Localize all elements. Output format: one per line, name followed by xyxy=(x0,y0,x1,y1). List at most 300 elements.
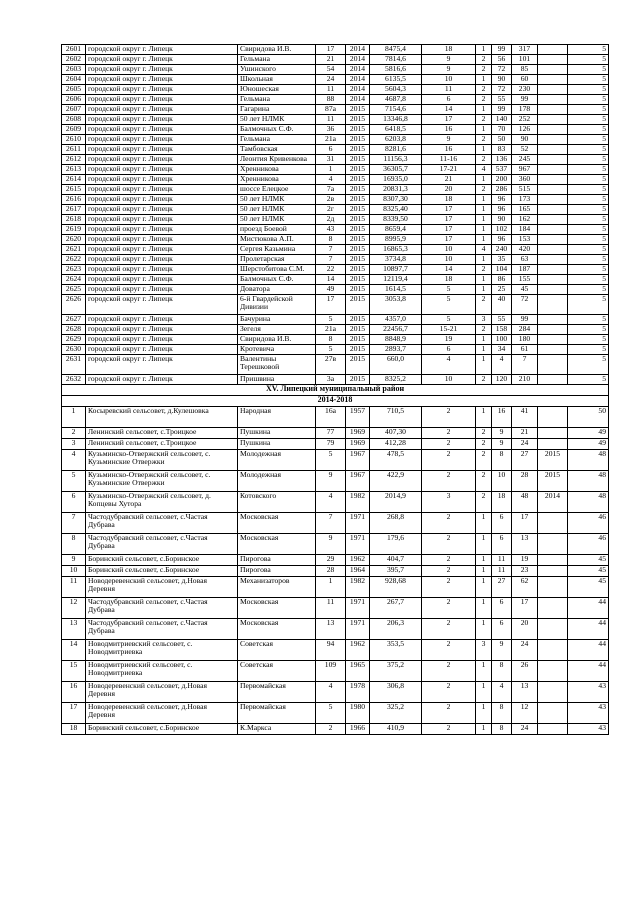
cell-residents: 27 xyxy=(512,450,538,471)
cell-floors: 19 xyxy=(422,335,476,345)
cell-year: 2015 xyxy=(346,255,370,265)
cell-street: Гельмана xyxy=(238,55,316,65)
cell-street: Зегеля xyxy=(238,325,316,335)
table-row xyxy=(62,85,609,95)
cell-apartments: 6 xyxy=(492,513,512,534)
cell-area: 3734,8 xyxy=(370,255,422,265)
cell-area: 353,5 xyxy=(370,640,422,661)
cell-score: 46 xyxy=(568,534,609,555)
cell-repair-year xyxy=(538,555,568,566)
cell-area: 16935,0 xyxy=(370,175,422,185)
table-row xyxy=(62,125,609,135)
cell-floors: 2 xyxy=(422,661,476,682)
table-row xyxy=(62,165,609,175)
cell-municipality: городской округ г. Липецк xyxy=(86,335,238,345)
cell-floors: 2 xyxy=(422,471,476,492)
section-title-row xyxy=(62,385,609,396)
table-row xyxy=(62,492,609,513)
cell-apartments: 8 xyxy=(492,661,512,682)
cell-number: 2618 xyxy=(62,215,86,225)
cell-floors: 6 xyxy=(422,345,476,355)
cell-year: 2014 xyxy=(346,85,370,95)
cell-house: 8 xyxy=(316,235,346,245)
cell-score: 44 xyxy=(568,598,609,619)
cell-residents: 41 xyxy=(512,407,538,428)
cell-entrances: 1 xyxy=(476,598,492,619)
cell-house: 5 xyxy=(316,703,346,724)
cell-score: 5 xyxy=(568,215,609,225)
cell-area: 5816,6 xyxy=(370,65,422,75)
cell-street: Ушинского xyxy=(238,65,316,75)
cell-residents: 48 xyxy=(512,492,538,513)
cell-year: 2015 xyxy=(346,285,370,295)
cell-house: 2г xyxy=(316,205,346,215)
cell-house: 3а xyxy=(316,375,346,385)
cell-score: 45 xyxy=(568,566,609,577)
cell-apartments: 83 xyxy=(492,145,512,155)
cell-year: 2015 xyxy=(346,345,370,355)
cell-score: 5 xyxy=(568,75,609,85)
cell-score: 44 xyxy=(568,619,609,640)
cell-year: 2015 xyxy=(346,325,370,335)
cell-floors: 20 xyxy=(422,185,476,195)
cell-number: 2602 xyxy=(62,55,86,65)
cell-number: 2601 xyxy=(62,45,86,55)
cell-number: 2617 xyxy=(62,205,86,215)
cell-floors: 5 xyxy=(422,315,476,325)
cell-area: 710,5 xyxy=(370,407,422,428)
cell-municipality: городской округ г. Липецк xyxy=(86,165,238,175)
table-row xyxy=(62,682,609,703)
cell-number: 2613 xyxy=(62,165,86,175)
cell-municipality: городской округ г. Липецк xyxy=(86,195,238,205)
cell-floors: 17-21 xyxy=(422,165,476,175)
cell-street: Гельмана xyxy=(238,95,316,105)
cell-number: 2608 xyxy=(62,115,86,125)
cell-repair-year xyxy=(538,125,568,135)
cell-entrances: 2 xyxy=(476,135,492,145)
cell-number: 11 xyxy=(62,577,86,598)
cell-area: 306,8 xyxy=(370,682,422,703)
cell-floors: 18 xyxy=(422,275,476,285)
cell-repair-year xyxy=(538,65,568,75)
cell-score: 5 xyxy=(568,295,609,315)
table-row xyxy=(62,275,609,285)
cell-repair-year xyxy=(538,265,568,275)
cell-apartments: 158 xyxy=(492,325,512,335)
cell-municipality: Кузьминско-Отвержский сельсовет, с. Кузьминские Отвержки xyxy=(86,450,238,471)
cell-entrances: 1 xyxy=(476,195,492,205)
cell-house: 79 xyxy=(316,439,346,450)
cell-year: 2015 xyxy=(346,245,370,255)
table-row xyxy=(62,215,609,225)
cell-street: Молодежная xyxy=(238,471,316,492)
cell-repair-year xyxy=(538,185,568,195)
cell-score: 48 xyxy=(568,450,609,471)
cell-house: 31 xyxy=(316,155,346,165)
cell-apartments: 99 xyxy=(492,105,512,115)
cell-street: Сергея Казьмина xyxy=(238,245,316,255)
cell-residents: 173 xyxy=(512,195,538,205)
cell-number: 2604 xyxy=(62,75,86,85)
table-row xyxy=(62,619,609,640)
cell-floors: 2 xyxy=(422,682,476,703)
cell-street: Хренникова xyxy=(238,165,316,175)
cell-apartments: 16 xyxy=(492,407,512,428)
cell-repair-year xyxy=(538,407,568,428)
cell-repair-year xyxy=(538,255,568,265)
cell-apartments: 40 xyxy=(492,295,512,315)
cell-area: 12119,4 xyxy=(370,275,422,285)
table-row xyxy=(62,65,609,75)
cell-repair-year xyxy=(538,165,568,175)
cell-number: 2626 xyxy=(62,295,86,315)
cell-municipality: городской округ г. Липецк xyxy=(86,95,238,105)
cell-floors: 10 xyxy=(422,375,476,385)
cell-area: 8475,4 xyxy=(370,45,422,55)
cell-residents: 24 xyxy=(512,640,538,661)
cell-house: 88 xyxy=(316,95,346,105)
cell-year: 1957 xyxy=(346,407,370,428)
cell-street: Валентины Терешковой xyxy=(238,355,316,375)
cell-municipality: городской округ г. Липецк xyxy=(86,295,238,315)
cell-entrances: 3 xyxy=(476,315,492,325)
cell-street: Первомайская xyxy=(238,682,316,703)
cell-street: Московская xyxy=(238,513,316,534)
cell-number: 3 xyxy=(62,439,86,450)
cell-entrances: 1 xyxy=(476,682,492,703)
cell-score: 5 xyxy=(568,125,609,135)
cell-score: 5 xyxy=(568,255,609,265)
table-row xyxy=(62,245,609,255)
cell-house: 7а xyxy=(316,185,346,195)
cell-area: 8848,9 xyxy=(370,335,422,345)
cell-house: 4 xyxy=(316,492,346,513)
cell-municipality: городской округ г. Липецк xyxy=(86,175,238,185)
cell-municipality: Частодубравский сельсовет, с.Частая Дубрава xyxy=(86,619,238,640)
table-row xyxy=(62,205,609,215)
cell-number: 2606 xyxy=(62,95,86,105)
cell-score: 5 xyxy=(568,205,609,215)
cell-score: 5 xyxy=(568,115,609,125)
cell-house: 17 xyxy=(316,295,346,315)
cell-municipality: городской округ г. Липецк xyxy=(86,65,238,75)
cell-area: 16865,3 xyxy=(370,245,422,255)
cell-score: 43 xyxy=(568,682,609,703)
cell-municipality: Боринский сельсовет, с.Боринское xyxy=(86,566,238,577)
cell-residents: 23 xyxy=(512,566,538,577)
cell-house: 7 xyxy=(316,513,346,534)
cell-municipality: городской округ г. Липецк xyxy=(86,85,238,95)
cell-house: 11 xyxy=(316,598,346,619)
cell-score: 5 xyxy=(568,55,609,65)
table-row xyxy=(62,225,609,235)
cell-year: 1982 xyxy=(346,492,370,513)
cell-repair-year xyxy=(538,598,568,619)
table-row xyxy=(62,135,609,145)
cell-entrances: 1 xyxy=(476,75,492,85)
cell-house: 4 xyxy=(316,682,346,703)
cell-residents: 230 xyxy=(512,85,538,95)
cell-floors: 17 xyxy=(422,225,476,235)
cell-municipality: Боринский сельсовет, с.Боринское xyxy=(86,724,238,735)
cell-entrances: 1 xyxy=(476,534,492,555)
cell-repair-year xyxy=(538,75,568,85)
table-row xyxy=(62,577,609,598)
table-row xyxy=(62,724,609,735)
cell-year: 2015 xyxy=(346,185,370,195)
cell-repair-year xyxy=(538,724,568,735)
cell-apartments: 96 xyxy=(492,235,512,245)
cell-floors: 16 xyxy=(422,145,476,155)
cell-municipality: Ленинский сельсовет, с.Троицкое xyxy=(86,439,238,450)
cell-repair-year xyxy=(538,640,568,661)
cell-floors: 11-16 xyxy=(422,155,476,165)
cell-repair-year xyxy=(538,275,568,285)
cell-residents: 162 xyxy=(512,215,538,225)
cell-repair-year xyxy=(538,682,568,703)
cell-apartments: 286 xyxy=(492,185,512,195)
cell-score: 5 xyxy=(568,105,609,115)
cell-score: 43 xyxy=(568,703,609,724)
cell-score: 43 xyxy=(568,724,609,735)
cell-residents: 7 xyxy=(512,355,538,375)
cell-year: 1969 xyxy=(346,428,370,439)
cell-apartments: 9 xyxy=(492,428,512,439)
cell-entrances: 2 xyxy=(476,155,492,165)
cell-area: 8307,30 xyxy=(370,195,422,205)
cell-house: 24 xyxy=(316,75,346,85)
cell-floors: 17 xyxy=(422,215,476,225)
cell-apartments: 11 xyxy=(492,555,512,566)
cell-apartments: 120 xyxy=(492,375,512,385)
cell-house: 17 xyxy=(316,45,346,55)
cell-score: 46 xyxy=(568,513,609,534)
cell-house: 2в xyxy=(316,195,346,205)
cell-house: 1 xyxy=(316,577,346,598)
cell-number: 2616 xyxy=(62,195,86,205)
cell-score: 48 xyxy=(568,471,609,492)
cell-residents: 12 xyxy=(512,703,538,724)
cell-street: Пирогова xyxy=(238,555,316,566)
cell-area: 8659,4 xyxy=(370,225,422,235)
cell-entrances: 2 xyxy=(476,492,492,513)
table-row xyxy=(62,428,609,439)
cell-residents: 90 xyxy=(512,135,538,145)
table-row xyxy=(62,471,609,492)
cell-floors: 2 xyxy=(422,407,476,428)
cell-year: 1965 xyxy=(346,661,370,682)
cell-entrances: 2 xyxy=(476,95,492,105)
cell-house: 2д xyxy=(316,215,346,225)
cell-number: 10 xyxy=(62,566,86,577)
cell-floors: 2 xyxy=(422,724,476,735)
cell-repair-year xyxy=(538,335,568,345)
cell-apartments: 96 xyxy=(492,205,512,215)
cell-repair-year xyxy=(538,95,568,105)
cell-number: 2611 xyxy=(62,145,86,155)
cell-municipality: городской округ г. Липецк xyxy=(86,345,238,355)
cell-year: 1971 xyxy=(346,513,370,534)
cell-residents: 72 xyxy=(512,295,538,315)
cell-floors: 2 xyxy=(422,428,476,439)
cell-score: 5 xyxy=(568,65,609,75)
cell-entrances: 1 xyxy=(476,45,492,55)
cell-year: 2015 xyxy=(346,135,370,145)
cell-area: 422,9 xyxy=(370,471,422,492)
cell-entrances: 2 xyxy=(476,471,492,492)
table-row xyxy=(62,703,609,724)
cell-number: 2609 xyxy=(62,125,86,135)
cell-score: 5 xyxy=(568,285,609,295)
cell-floors: 2 xyxy=(422,619,476,640)
cell-repair-year xyxy=(538,225,568,235)
section-title: XV. Липецкий муниципальный район xyxy=(62,385,609,396)
table-row xyxy=(62,513,609,534)
cell-area: 395,7 xyxy=(370,566,422,577)
cell-area: 36305,7 xyxy=(370,165,422,175)
cell-street: Бачурина xyxy=(238,315,316,325)
cell-number: 2631 xyxy=(62,355,86,375)
cell-municipality: городской округ г. Липецк xyxy=(86,245,238,255)
cell-score: 5 xyxy=(568,155,609,165)
cell-apartments: 18 xyxy=(492,492,512,513)
cell-apartments: 240 xyxy=(492,245,512,255)
cell-residents: 187 xyxy=(512,265,538,275)
cell-number: 2603 xyxy=(62,65,86,75)
cell-street: Юношеская xyxy=(238,85,316,95)
cell-street: Хренникова xyxy=(238,175,316,185)
table-row xyxy=(62,145,609,155)
cell-street: 50 лет НЛМК xyxy=(238,215,316,225)
cell-repair-year xyxy=(538,703,568,724)
cell-floors: 14 xyxy=(422,105,476,115)
table-row xyxy=(62,75,609,85)
table-row xyxy=(62,335,609,345)
cell-apartments: 136 xyxy=(492,155,512,165)
table-row xyxy=(62,355,609,375)
cell-number: 2632 xyxy=(62,375,86,385)
cell-house: 7 xyxy=(316,245,346,255)
cell-area: 478,5 xyxy=(370,450,422,471)
cell-entrances: 2 xyxy=(476,185,492,195)
table-row xyxy=(62,375,609,385)
cell-area: 375,2 xyxy=(370,661,422,682)
table-row xyxy=(62,566,609,577)
cell-floors: 2 xyxy=(422,450,476,471)
cell-street: Шерстобитова С.М. xyxy=(238,265,316,275)
cell-score: 5 xyxy=(568,195,609,205)
cell-repair-year xyxy=(538,355,568,375)
cell-municipality: Ленинский сельсовет, с.Троицкое xyxy=(86,428,238,439)
cell-apartments: 27 xyxy=(492,577,512,598)
cell-score: 5 xyxy=(568,95,609,105)
cell-residents: 60 xyxy=(512,75,538,85)
cell-municipality: городской округ г. Липецк xyxy=(86,225,238,235)
cell-score: 5 xyxy=(568,325,609,335)
table-row xyxy=(62,55,609,65)
cell-area: 404,7 xyxy=(370,555,422,566)
cell-street: Московская xyxy=(238,598,316,619)
cell-area: 7814,6 xyxy=(370,55,422,65)
cell-entrances: 1 xyxy=(476,255,492,265)
table-row xyxy=(62,115,609,125)
cell-year: 1982 xyxy=(346,577,370,598)
cell-apartments: 10 xyxy=(492,471,512,492)
cell-year: 2015 xyxy=(346,205,370,215)
cell-entrances: 2 xyxy=(476,115,492,125)
cell-year: 2015 xyxy=(346,145,370,155)
cell-score: 5 xyxy=(568,175,609,185)
cell-municipality: Частодубравский сельсовет, с.Частая Дубрава xyxy=(86,534,238,555)
cell-house: 11 xyxy=(316,115,346,125)
cell-year: 2015 xyxy=(346,175,370,185)
cell-apartments: 90 xyxy=(492,215,512,225)
cell-number: 2621 xyxy=(62,245,86,255)
cell-residents: 21 xyxy=(512,428,538,439)
cell-apartments: 102 xyxy=(492,225,512,235)
cell-street: Леонтия Кривенкова xyxy=(238,155,316,165)
cell-year: 1971 xyxy=(346,619,370,640)
cell-apartments: 6 xyxy=(492,598,512,619)
cell-floors: 2 xyxy=(422,513,476,534)
cell-residents: 210 xyxy=(512,375,538,385)
cell-house: 49 xyxy=(316,285,346,295)
cell-repair-year xyxy=(538,513,568,534)
cell-repair-year xyxy=(538,285,568,295)
cell-year: 2015 xyxy=(346,315,370,325)
cell-floors: 9 xyxy=(422,135,476,145)
cell-entrances: 1 xyxy=(476,335,492,345)
cell-floors: 10 xyxy=(422,255,476,265)
cell-residents: 63 xyxy=(512,255,538,265)
cell-area: 8325,2 xyxy=(370,375,422,385)
cell-year: 1980 xyxy=(346,703,370,724)
cell-house: 28 xyxy=(316,566,346,577)
cell-house: 43 xyxy=(316,225,346,235)
cell-area: 206,3 xyxy=(370,619,422,640)
table-row xyxy=(62,345,609,355)
cell-house: 77 xyxy=(316,428,346,439)
cell-apartments: 70 xyxy=(492,125,512,135)
cell-entrances: 2 xyxy=(476,265,492,275)
cell-entrances: 1 xyxy=(476,407,492,428)
table-row xyxy=(62,195,609,205)
cell-street: Котовского xyxy=(238,492,316,513)
cell-floors: 16 xyxy=(422,125,476,135)
cell-municipality: Новодеревенский сельсовет, д.Новая Деревня xyxy=(86,577,238,598)
cell-municipality: городской округ г. Липецк xyxy=(86,355,238,375)
cell-score: 5 xyxy=(568,45,609,55)
cell-year: 2015 xyxy=(346,115,370,125)
section-period-row xyxy=(62,396,609,407)
cell-house: 4 xyxy=(316,175,346,185)
cell-year: 2014 xyxy=(346,65,370,75)
cell-residents: 85 xyxy=(512,65,538,75)
cell-street: Механизаторов xyxy=(238,577,316,598)
cell-residents: 99 xyxy=(512,95,538,105)
cell-residents: 153 xyxy=(512,235,538,245)
cell-residents: 245 xyxy=(512,155,538,165)
cell-score: 5 xyxy=(568,335,609,345)
section-period: 2014-2018 xyxy=(62,396,609,407)
cell-residents: 126 xyxy=(512,125,538,135)
cell-area: 267,7 xyxy=(370,598,422,619)
cell-area: 928,68 xyxy=(370,577,422,598)
cell-area: 4357,0 xyxy=(370,315,422,325)
cell-score: 5 xyxy=(568,225,609,235)
cell-number: 9 xyxy=(62,555,86,566)
